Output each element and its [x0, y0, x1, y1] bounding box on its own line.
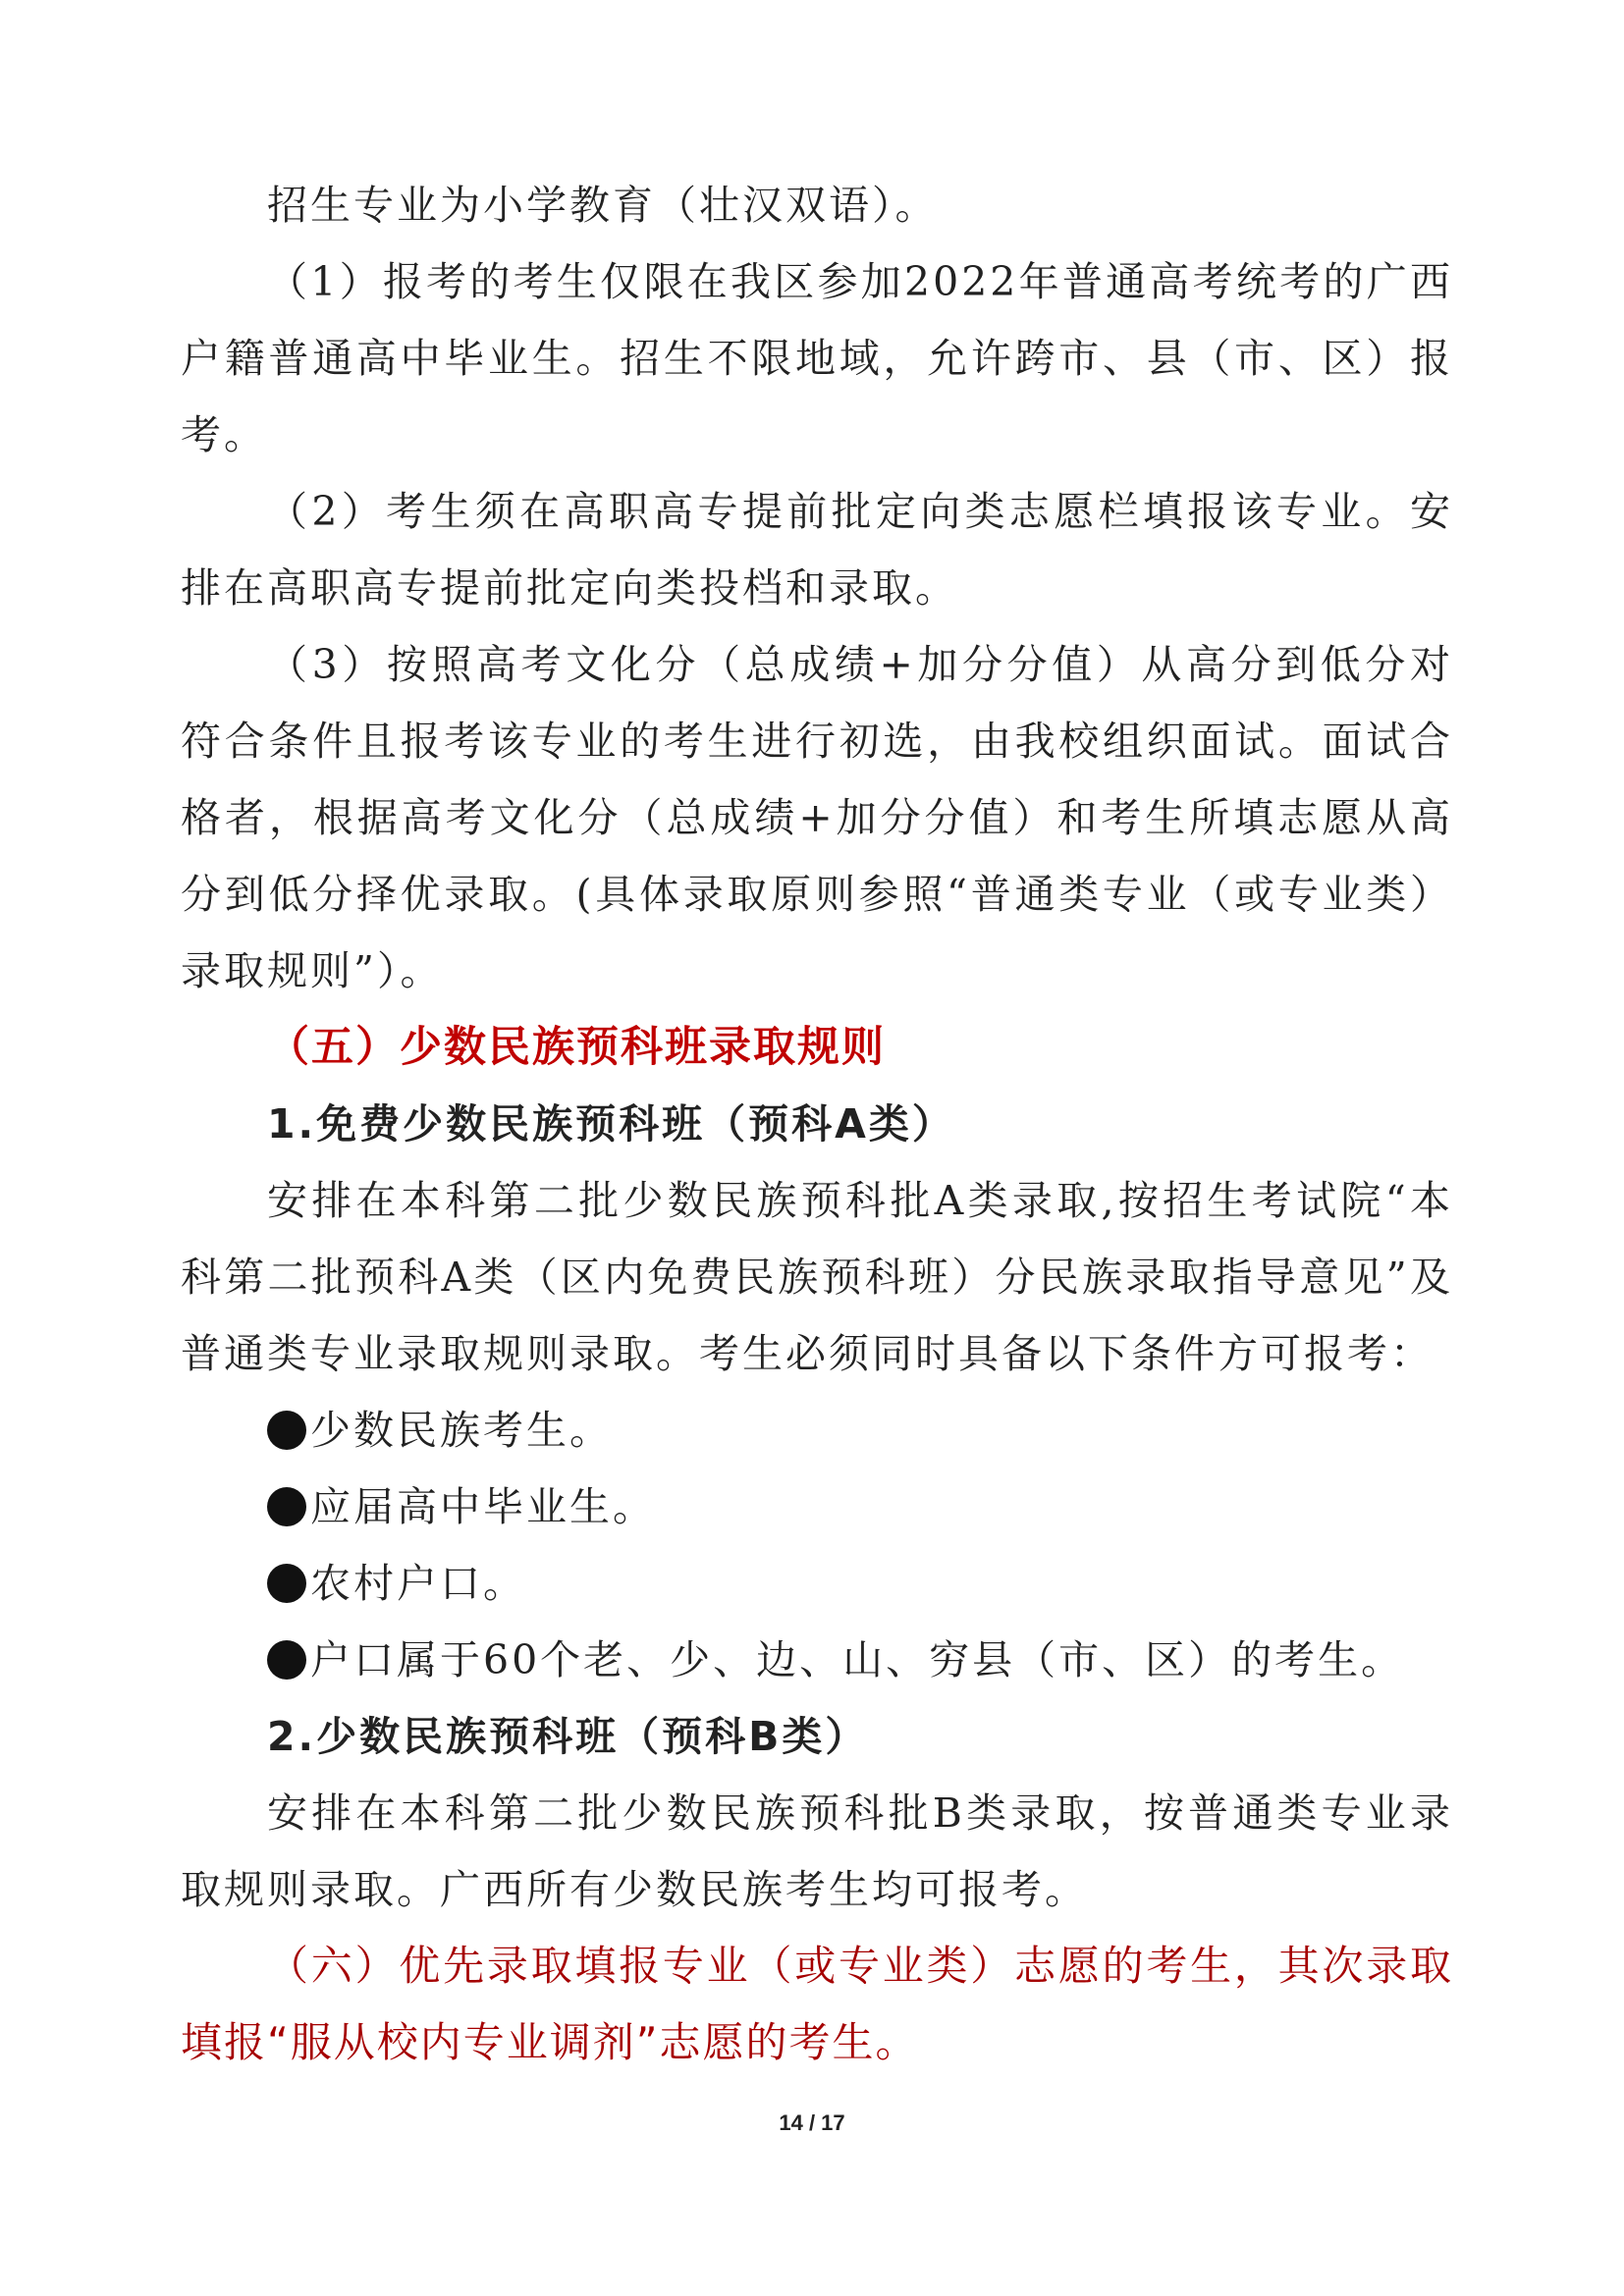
bullet-text: 户口属于60个老、少、边、山、穷县（市、区）的考生。	[310, 1636, 1405, 1683]
bullet-item	[181, 1392, 1453, 1468]
paragraph-item-2: （2）考生须在高职高专提前批定向类志愿栏填报该专业。安排在高职高专提前批定向类投档和录取。	[181, 488, 1453, 612]
bullet-item	[181, 1622, 1453, 1698]
page-content	[181, 167, 1453, 2081]
bullet-item	[181, 1545, 1453, 1622]
bullet-text: 农村户口。	[310, 1560, 526, 1607]
paragraph-item-1: （1）报考的考生仅限在我区参加2022年普通高考统考的广西户籍普通高中毕业生。招生不限地域，允许跨市、县（市、区）报考。	[181, 258, 1453, 458]
bullet-dot-icon	[267, 1640, 306, 1680]
bullet-text: 少数民族考生。	[310, 1407, 613, 1454]
subheading-preparatory-a: 1.免费少数民族预科班（预科A类）	[267, 1100, 955, 1148]
bullet-text: 应届高中毕业生。	[310, 1483, 656, 1530]
bullet-dot-icon	[267, 1487, 306, 1526]
bullet-dot-icon	[267, 1564, 306, 1603]
section-heading-5: （五）少数民族预科班录取规则	[267, 1023, 886, 1072]
bullet-dot-icon	[267, 1411, 306, 1450]
paragraph-item-3: （3）按照高考文化分（总成绩+加分分值）从高分到低分对符合条件且报考该专业的考生进行初选，由我校组织面试。面试合格者，根据高考文化分（总成绩+加分分值）和考生所填志愿从高分到低分择优录取。(具体录取原则参照“普通类专业（或专业类）录取规则”）。	[181, 641, 1453, 994]
paragraph-preparatory-a: 安排在本科第二批少数民族预科批A类录取,按招生考试院“本科第二批预科A类（区内免费民族预科班）分民族录取指导意见”及普通类专业录取规则录取。考生必须同时具备以下条件方可报考：	[181, 1177, 1453, 1377]
paragraph-preparatory-b: 安排在本科第二批少数民族预科批B类录取，按普通类专业录取规则录取。广西所有少数民族考生均可报考。	[181, 1789, 1453, 1913]
paragraph-major: 招生专业为小学教育（壮汉双语）。	[267, 182, 939, 229]
page-number: 14 / 17	[779, 2110, 845, 2135]
section-heading-6: （六）优先录取填报专业（或专业类）志愿的考生，其次录取填报“服从校内专业调剂”志愿的考生。	[181, 1942, 1453, 2066]
bullet-item	[181, 1468, 1453, 1545]
subheading-preparatory-b: 2.少数民族预科班（预科B类）	[267, 1713, 869, 1760]
